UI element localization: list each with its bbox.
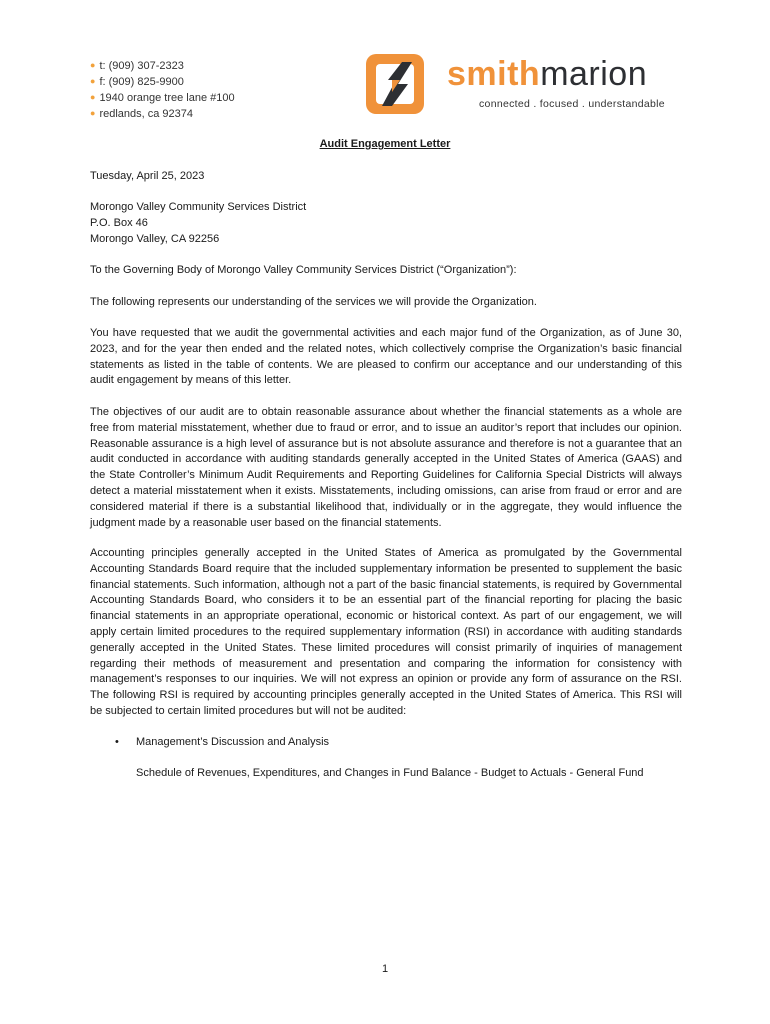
bullet-dot-icon: ● [90,92,96,102]
page-number: 1 [381,963,389,975]
bullet-dot-icon: ● [90,76,96,86]
bullet-dot-icon: ● [90,60,96,70]
rsi-item: Schedule of Revenues, Expenditures, and Changes in Fund Balance - Budget to Actuals - General Fund [136,767,644,779]
intro-paragraph: The following represents our understanding of the services we will provide the Organization. [90,296,537,308]
paragraph-engagement: You have requested that we audit the governmental activities and each major fund of the Organization, as of June 30, 2023, and for the year then ended and the related notes, which collectively comprise the Organization’s basic financial statements as listed in the table of contents. We are pleased to confirm our acceptance and our understanding of this audit engagement by means of this letter. [90,327,682,387]
recipient-address [90,200,682,247]
contact-phone: ● t: (909) 307-2323 [90,60,184,72]
address-line: Morongo Valley Community Services District [90,201,307,213]
letter-date: Tuesday, April 25, 2023 [90,170,205,182]
brand-name: smithmarion [447,55,648,93]
brand-tagline: connected . focused . understandable [479,98,665,110]
logo-mark-icon [362,50,430,118]
salutation: To the Governing Body of Morongo Valley Community Services District (“Organization”): [90,264,517,276]
document-title: Audit Engagement Letter [319,138,451,150]
contact-fax: ● f: (909) 825-9900 [90,76,184,88]
bullet-icon: • [115,736,119,748]
bullet-dot-icon: ● [90,108,96,118]
paragraph-objectives: The objectives of our audit are to obtain reasonable assurance about whether the financial statements as a whole are free from material misstatement, whether due to fraud or error, and to issue an auditor’s report that includes our opinion. Reasonable assurance is a high level of assurance but is not absolute assurance and therefore is not a guarantee that an audit conducted in accordance with auditing standards generally accepted in the United States of America (GAAS) and the State Controller’s Minimum Audit Requirements and Reporting Guidelines for California Special Districts will always detect a material misstatement when it exists. Misstatements, including omissions, can arise from fraud or error and are considered material if there is a substantial likelihood that, individually or in the aggregate, they would influence the judgment made by a reasonable user based on the financial statements. [90,406,682,529]
address-line: P.O. Box 46 [90,216,148,229]
contact-city: ● redlands, ca 92374 [90,108,194,120]
address-line: Morongo Valley, CA 92256 [90,232,220,245]
contact-block [90,58,235,122]
contact-street: ● 1940 orange tree lane #100 [90,92,235,104]
paragraph-rsi: Accounting principles generally accepted in the United States of America as promulgated by the Governmental Accounting Standards Board require that the included supplementary information be presented to supplement the basic financial statements. Such information, although not a part of the basic financial statements, is required by Governmental Accounting Standards Board, who considers it to be an essential part of the financial reporting for placing the basic financial statements in an appropriate operational, economic or historical context. As part of our engagement, we will apply certain limited procedures to the required supplementary information (RSI) in accordance with auditing standards generally accepted in the United States. These limited procedures will consist primarily of inquiries of management regarding their methods of measurement and presentation and comparing the information for consistency with management’s responses to our inquiries. We will not express an opinion or provide any form of assurance on the RSI. The following RSI is required by accounting principles generally accepted in the United States of America. This RSI will be subjected to certain limited procedures but will not be audited: [90,547,682,717]
company-logo [362,50,682,118]
rsi-item: Management’s Discussion and Analysis [136,736,330,748]
